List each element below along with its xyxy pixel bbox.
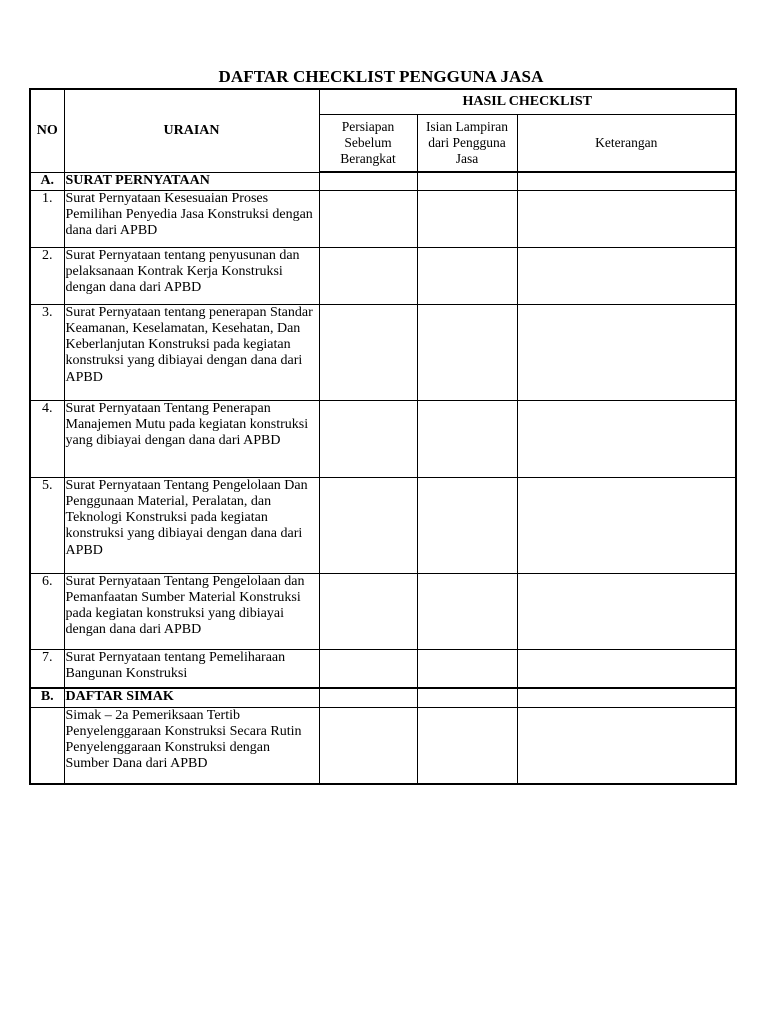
- section-title: SURAT PERNYATAAN: [64, 172, 319, 190]
- check-cell-persiapan[interactable]: [319, 304, 417, 400]
- header-no: NO: [30, 89, 64, 172]
- table-row: [30, 649, 736, 688]
- check-cell-persiapan[interactable]: [319, 400, 417, 477]
- item-description: Surat Pernyataan Tentang Penerapan Manajemen Mutu pada kegiatan konstruksi yang dibiayai dengan dana dari APBD: [64, 400, 319, 477]
- item-description: Surat Pernyataan Tentang Pengelolaan dan Pemanfaatan Sumber Material Konstruksi pada kegiatan konstruksi yang dibiayai dengan dana dari APBD: [64, 573, 319, 649]
- header-persiapan: Persiapan Sebelum Berangkat: [319, 114, 417, 172]
- item-number: 6.: [30, 573, 64, 649]
- item-number: 1.: [30, 190, 64, 247]
- check-cell-isian[interactable]: [417, 573, 517, 649]
- check-cell-persiapan[interactable]: [319, 477, 417, 573]
- table-row: [30, 477, 736, 573]
- check-cell-keterangan[interactable]: [517, 573, 736, 649]
- header-uraian: URAIAN: [64, 89, 319, 172]
- check-cell-isian[interactable]: [417, 190, 517, 247]
- item-description: Surat Pernyataan tentang penyusunan dan pelaksanaan Kontrak Kerja Konstruksi dengan dana dari APBD: [64, 247, 319, 304]
- check-cell-persiapan[interactable]: [319, 247, 417, 304]
- check-cell-isian[interactable]: [417, 247, 517, 304]
- check-cell-persiapan[interactable]: [319, 190, 417, 247]
- document-title: DAFTAR CHECKLIST PENGGUNA JASA: [218, 67, 544, 86]
- section-blank-cell: [319, 688, 417, 707]
- check-cell-keterangan[interactable]: [517, 247, 736, 304]
- check-cell-isian[interactable]: [417, 649, 517, 688]
- check-cell-keterangan[interactable]: [517, 304, 736, 400]
- section-code: A.: [30, 172, 64, 190]
- section-row: [30, 688, 736, 707]
- item-description: Surat Pernyataan Kesesuaian Proses Pemilihan Penyedia Jasa Konstruksi dengan dana dari APBD: [64, 190, 319, 247]
- table-row: [30, 400, 736, 477]
- table-row: [30, 573, 736, 649]
- section-code: B.: [30, 688, 64, 707]
- check-cell-isian[interactable]: [417, 304, 517, 400]
- section-blank-cell: [517, 688, 736, 707]
- item-number: [30, 707, 64, 784]
- check-cell-keterangan[interactable]: [517, 190, 736, 247]
- check-cell-persiapan[interactable]: [319, 707, 417, 784]
- item-number: 7.: [30, 649, 64, 688]
- section-blank-cell: [517, 172, 736, 190]
- section-blank-cell: [417, 688, 517, 707]
- item-description: Surat Pernyataan Tentang Pengelolaan Dan Penggunaan Material, Peralatan, dan Teknologi Konstruksi pada kegiatan konstruksi yang dibiayai dengan dana dari APBD: [64, 477, 319, 573]
- table-row: [30, 247, 736, 304]
- table-row: [30, 304, 736, 400]
- check-cell-persiapan[interactable]: [319, 573, 417, 649]
- checklist-table: [29, 88, 737, 785]
- header-isian: Isian Lampiran dari Pengguna Jasa: [417, 114, 517, 172]
- check-cell-keterangan[interactable]: [517, 477, 736, 573]
- section-blank-cell: [417, 172, 517, 190]
- header-keterangan: Keterangan: [517, 114, 736, 172]
- item-number: 5.: [30, 477, 64, 573]
- item-number: 3.: [30, 304, 64, 400]
- item-number: 2.: [30, 247, 64, 304]
- header-row-top: [30, 89, 736, 114]
- table-row: [30, 190, 736, 247]
- header-hasil-checklist: HASIL CHECKLIST: [319, 89, 736, 114]
- check-cell-persiapan[interactable]: [319, 649, 417, 688]
- item-number: 4.: [30, 400, 64, 477]
- item-description: Simak – 2a Pemeriksaan Tertib Penyelenggaraan Konstruksi Secara Rutin Penyelenggaraan Konstruksi dengan Sumber Dana dari APBD: [64, 707, 319, 784]
- table-row: [30, 707, 736, 784]
- check-cell-isian[interactable]: [417, 477, 517, 573]
- section-blank-cell: [319, 172, 417, 190]
- check-cell-isian[interactable]: [417, 400, 517, 477]
- check-cell-isian[interactable]: [417, 707, 517, 784]
- section-title: DAFTAR SIMAK: [64, 688, 319, 707]
- item-description: Surat Pernyataan tentang Pemeliharaan Bangunan Konstruksi: [64, 649, 319, 688]
- check-cell-keterangan[interactable]: [517, 400, 736, 477]
- section-row: [30, 172, 736, 190]
- check-cell-keterangan[interactable]: [517, 649, 736, 688]
- item-description: Surat Pernyataan tentang penerapan Standar Keamanan, Keselamatan, Kesehatan, Dan Keberlanjutan Konstruksi pada kegiatan konstruksi yang dibiayai dengan dana dari APBD: [64, 304, 319, 400]
- check-cell-keterangan[interactable]: [517, 707, 736, 784]
